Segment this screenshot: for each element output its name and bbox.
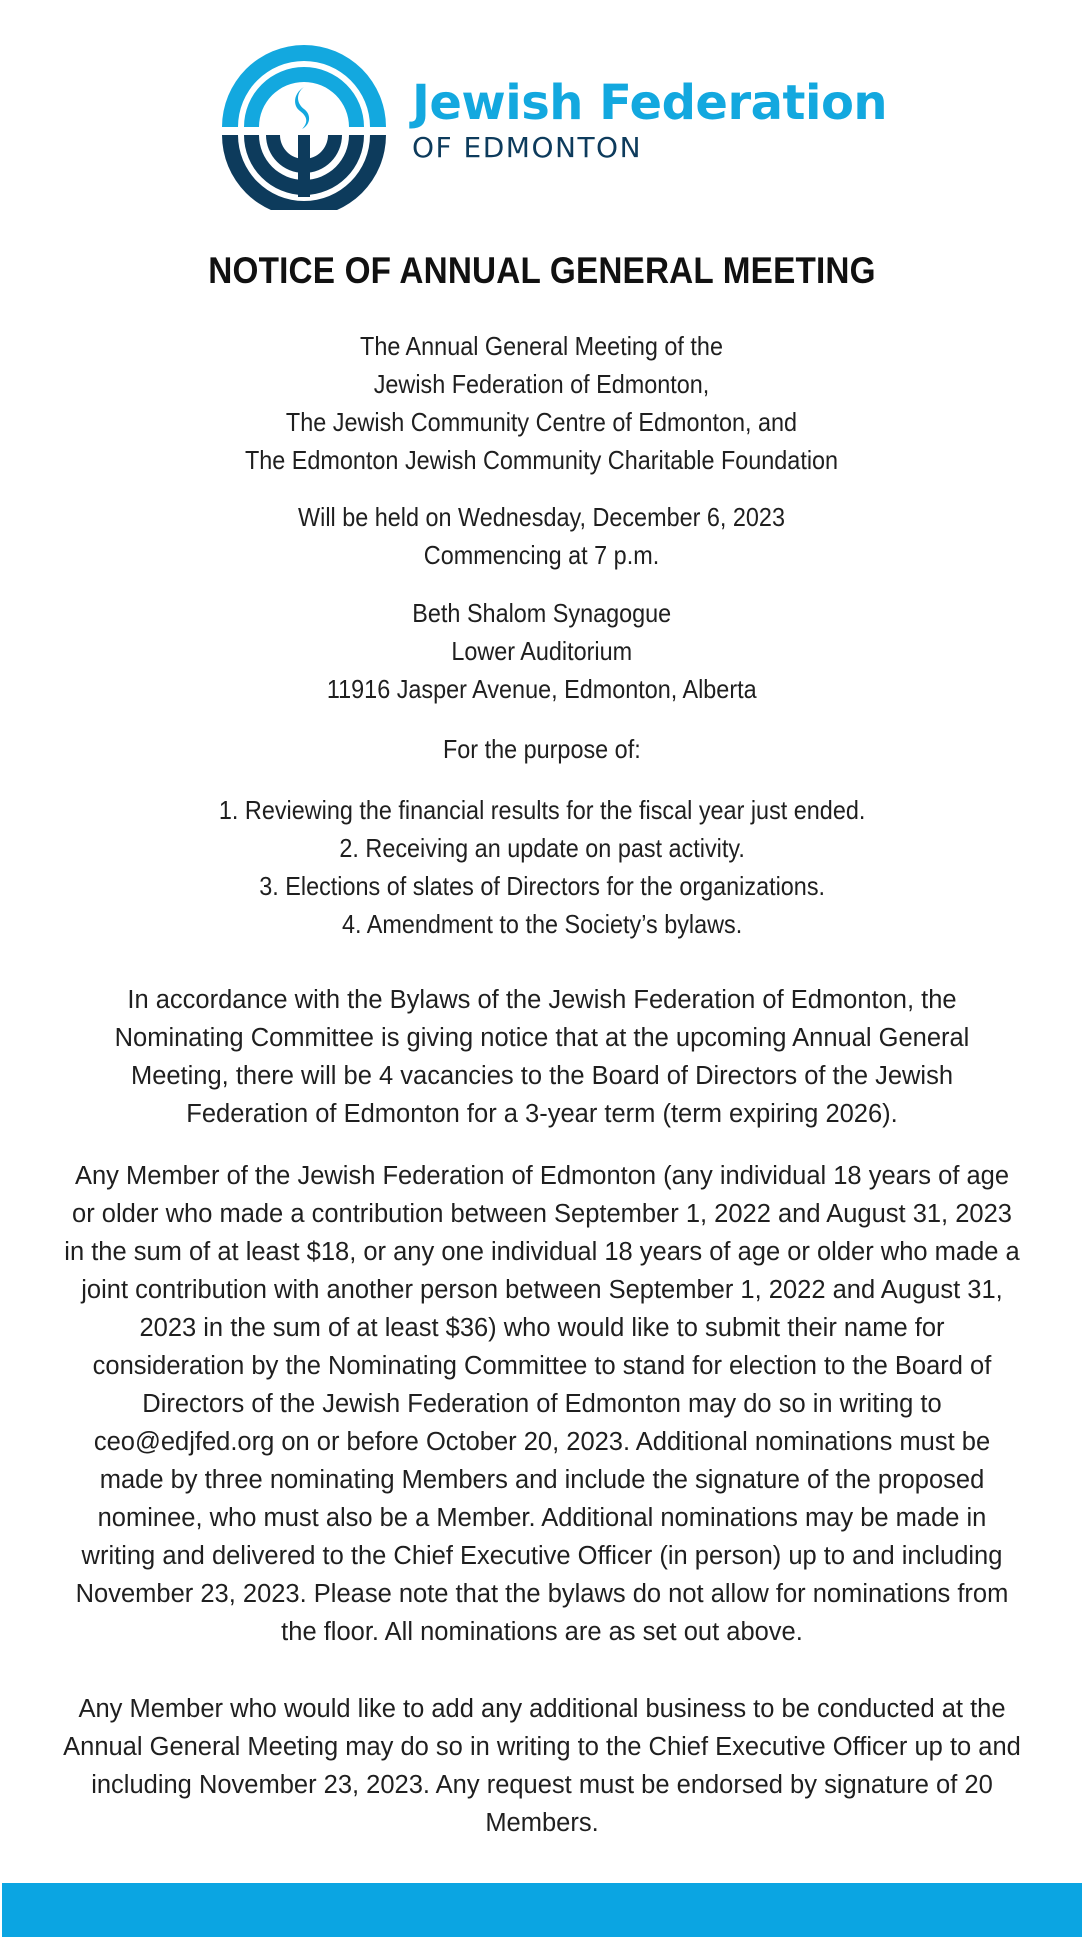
venue-address: 11916 Jasper Avenue, Edmonton, Alberta bbox=[327, 674, 757, 704]
venue-name: Beth Shalom Synagogue bbox=[412, 598, 672, 628]
footer-bar bbox=[2, 1883, 1082, 1937]
intro-block bbox=[40, 327, 1044, 479]
venue-room: Lower Auditorium bbox=[451, 636, 633, 666]
agenda-item: 2. Receiving an update on past activity. bbox=[339, 833, 745, 863]
menorah-icon bbox=[222, 45, 387, 210]
agenda-item: 1. Reviewing the financial results for the fiscal year just ended. bbox=[218, 795, 866, 825]
intro-line: The Annual General Meeting of the bbox=[360, 331, 724, 361]
intro-line: The Jewish Community Centre of Edmonton, and bbox=[286, 407, 798, 437]
logo-name: Jewish Federation bbox=[412, 75, 888, 131]
intro-line: The Edmonton Jewish Community Charitable Foundation bbox=[245, 445, 839, 475]
vacancies-paragraph: In accordance with the Bylaws of the Jewish Federation of Edmonton, the Nominating Committee is giving notice that at the upcoming Annual General Meeting, there will be 4 vacancies to the Board of Directors of the Jewish Federation of Edmonton for a 3-year term (term expiring 2026). bbox=[114, 986, 970, 1128]
agenda-list bbox=[40, 791, 1044, 943]
nominations-paragraph: Any Member of the Jewish Federation of Edmonton (any individual 18 years of age or older who made a contribution between September 1, 2022 and August 31, 2023 in the sum of at least $18, or any one individual 18 years of age or older who made a joint contribution with another person between September 1, 2022 and August 31, 2023 in the sum of at least $36) who would like to submit their name for consideration by the Nominating Committee to stand for election to the Board of Directors of the Jewish Federation of Edmonton may do so in writing to ceo@edjfed.org on or before October 20, 2023. Additional nominations must be made by three nominating Members and include the signature of the proposed nominee, who must also be a Member. Additional nominations may be made in writing and delivered to the Chief Executive Officer (in person) up to and including November 23, 2023. Please note that the bylaws do not allow for nominations from the floor. All nominations are as set out above. bbox=[64, 1162, 1020, 1646]
meeting-date: Will be held on Wednesday, December 6, 2023 bbox=[298, 502, 786, 532]
purpose-heading: For the purpose of: bbox=[443, 734, 641, 764]
notice-title: NOTICE OF ANNUAL GENERAL MEETING bbox=[208, 250, 876, 291]
logo-subtitle: OF EDMONTON bbox=[412, 131, 643, 164]
agenda-item: 3. Elections of slates of Directors for the organizations. bbox=[259, 871, 825, 901]
meeting-time: Commencing at 7 p.m. bbox=[424, 540, 660, 570]
agenda-item: 4. Amendment to the Society’s bylaws. bbox=[341, 909, 743, 939]
location-block bbox=[40, 594, 1044, 708]
date-block bbox=[40, 498, 1044, 574]
intro-line: Jewish Federation of Edmonton, bbox=[374, 369, 710, 399]
federation-logo bbox=[222, 45, 888, 210]
additional-business-paragraph: Any Member who would like to add any additional business to be conducted at the Annual General Meeting may do so in writing to the Chief Executive Officer up to and including November 23, 2023. Any request must be endorsed by signature of 20 Members. bbox=[63, 1695, 1021, 1837]
